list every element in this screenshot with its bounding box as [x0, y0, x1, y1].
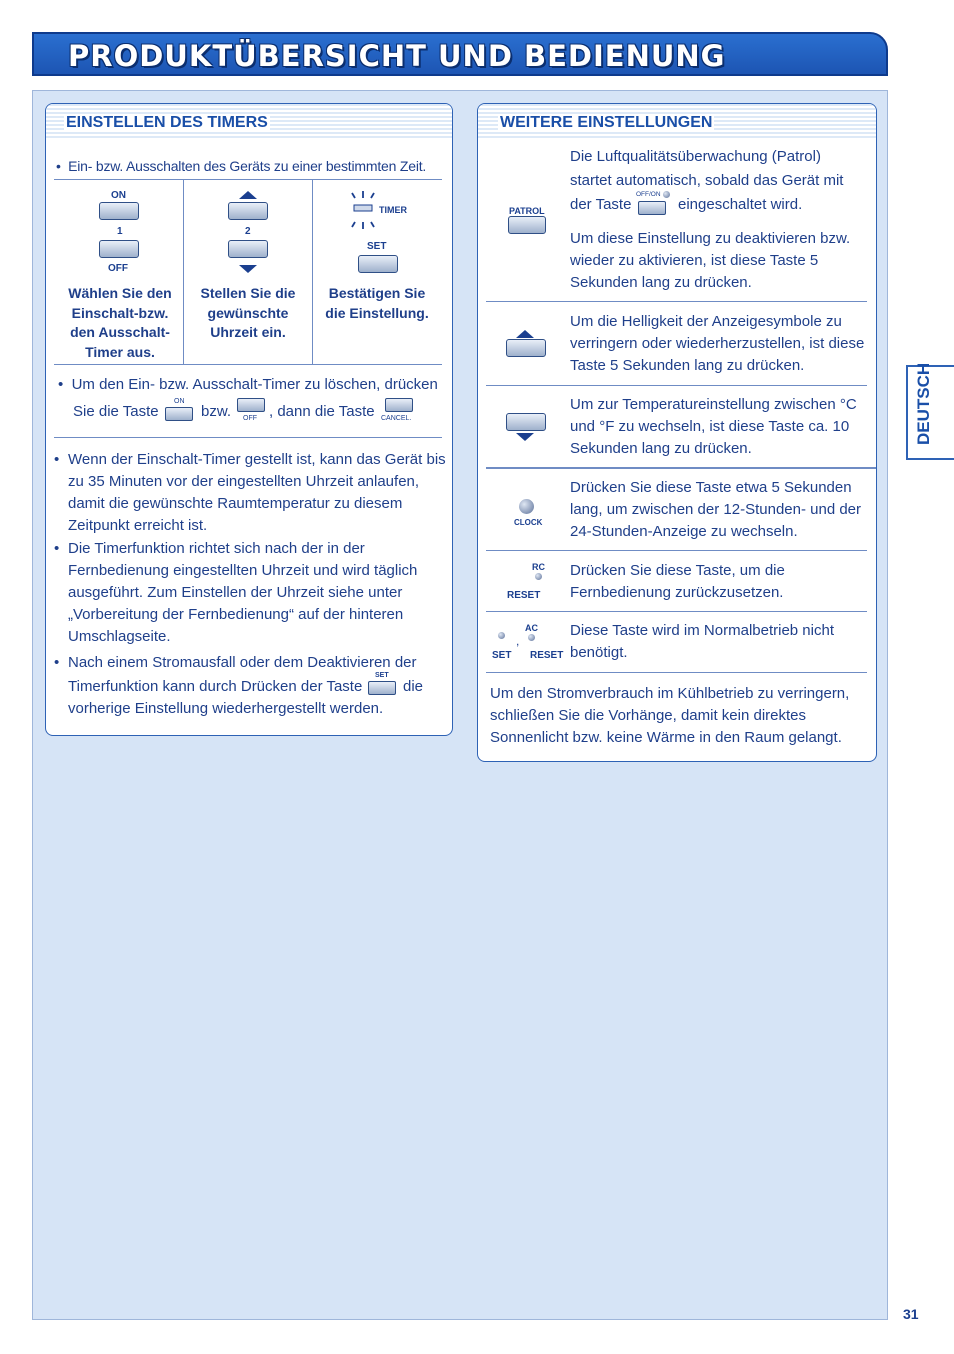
step-3-text: Bestätigen Sie die Einstellung.: [325, 285, 429, 321]
on-label: ON: [111, 190, 126, 201]
bullet: •: [56, 158, 69, 174]
divider: [486, 611, 867, 612]
language-tab-label: DEUTSCH: [914, 362, 933, 445]
not-needed-text: Diese Taste wird im Normalbetrieb nicht benötigt.: [570, 622, 834, 661]
timer-blink-icon: [349, 190, 379, 230]
inline-cancel-button-icon: [385, 398, 413, 412]
brightness-text: Um die Helligkeit der Anzeigesymbole zu verringern oder wiederherzustellen, ist diese Taste 5 Sekunden lang zu drücken.: [570, 313, 865, 374]
cancel-note-text-c: , dann die Taste: [269, 403, 375, 420]
clock-text: Drücken Sie diese Taste etwa 5 Sekunden lang, um zwischen der 12-Stunden- und der 24-Stunden-Anzeige zu wechseln.: [570, 479, 862, 540]
inline-off-label: OFF: [243, 415, 257, 422]
patrol-text-line3b: eingeschaltet wird.: [678, 196, 803, 213]
divider: [486, 550, 867, 551]
timer-intro: • Ein- bzw. Ausschalten des Geräts zu einer bestimmten Zeit.: [56, 158, 427, 174]
timer-note-1: • Wenn der Einschalt-Timer gestellt ist, kann das Gerät bis zu 35 Minuten vor der eingestellten Uhrzeit anlaufen, damit die gewünschte Raumtemperatur zu diesem Zeitpunkt erreicht ist.: [54, 449, 446, 537]
inline-cancel-label: CANCEL.: [381, 415, 412, 422]
timer-note-3-text-a: Timerfunktion kann durch Drücken der Taste: [68, 678, 363, 695]
cancel-note-text-b: bzw.: [201, 403, 232, 420]
timer-note-3-line3: vorherige Einstellung wiederhergestellt werden.: [68, 700, 384, 717]
timer-label: TIMER: [379, 205, 407, 215]
cancel-note-text-a: Sie die Taste: [73, 403, 159, 420]
clock-button[interactable]: [519, 499, 534, 514]
divider: [54, 437, 442, 438]
bullet: •: [54, 451, 60, 468]
patrol-label: PATROL: [509, 206, 545, 216]
ac-reset-button[interactable]: [528, 634, 535, 641]
inline-on-label: ON: [174, 398, 185, 405]
reset-label: RESET: [507, 590, 541, 601]
divider: [312, 179, 313, 364]
set-dot-button[interactable]: [498, 632, 505, 639]
temperature-down-button[interactable]: [506, 413, 546, 431]
arrow-down-icon: [239, 265, 257, 273]
patrol-text-line2: startet automatisch, sobald das Gerät mit: [570, 172, 844, 189]
arrow-down-icon: [516, 433, 534, 441]
divider: [486, 301, 867, 302]
comma-separator: ,: [516, 634, 520, 648]
set-label: SET: [367, 241, 387, 252]
divider: [54, 179, 442, 180]
arrow-up-icon: [516, 330, 534, 338]
inline-set-button-icon: [368, 681, 396, 695]
timer-panel-header: [46, 104, 452, 140]
rc-label: RC: [532, 562, 545, 572]
settings-panel: [477, 103, 877, 762]
step-1-text: Wählen Sie den Einschalt-bzw. den Ausschalt-Timer aus.: [68, 285, 172, 360]
arrow-up-icon: [239, 191, 257, 199]
on-button[interactable]: [99, 202, 139, 220]
set-button[interactable]: [358, 255, 398, 273]
inline-off-button-icon: [237, 398, 265, 412]
settings-panel-header: [478, 104, 876, 140]
step-number-1: 1: [117, 226, 123, 237]
timer-note-3-line1: • Nach einem Stromausfall oder dem Deaktivieren der: [54, 652, 446, 674]
patrol-text-line1: Die Luftqualitätsüberwachung (Patrol): [570, 148, 821, 165]
divider: [54, 364, 442, 365]
timer-note-3-text-b: die: [403, 678, 424, 695]
inline-offon-label: OFF/ON: [636, 191, 661, 198]
energy-saving-note: Um den Stromverbrauch im Kühlbetrieb zu verringern, schließen Sie die Vorhänge, damit kein direktes Sonnenlicht bzw. keine Wärme in den Raum gelangt.: [490, 685, 850, 746]
up-button[interactable]: [228, 202, 268, 220]
inline-set-label: SET: [375, 672, 389, 679]
patrol-text-line3a: der Taste: [570, 196, 632, 213]
reset-text: Drücken Sie diese Taste, um die Fernbedienung zurückzusetzen.: [570, 562, 785, 601]
power-icon: [663, 191, 670, 198]
ac-reset-label: RESET: [530, 650, 564, 661]
step-2-text: Stellen Sie die gewünschte Uhrzeit ein.: [200, 285, 296, 340]
rc-reset-button[interactable]: [535, 573, 542, 580]
inline-on-button-icon: [165, 407, 193, 421]
cancel-note-line1: • Um den Ein- bzw. Ausschalt-Timer zu löschen, drücken: [58, 376, 438, 393]
step-number-2: 2: [245, 226, 251, 237]
down-button[interactable]: [228, 240, 268, 258]
bullet: •: [54, 540, 60, 557]
settings-section-title: WEITERE EINSTELLUNGEN: [500, 114, 713, 131]
bullet: •: [54, 654, 60, 671]
timer-panel: [45, 103, 453, 736]
off-button[interactable]: [99, 240, 139, 258]
divider: [486, 385, 867, 386]
inline-offon-button-icon: [638, 201, 666, 215]
set-dot-label: SET: [492, 650, 512, 661]
page-number: 31: [903, 1306, 919, 1322]
ac-label: AC: [525, 623, 538, 633]
temperature-unit-text: Um zur Temperatureinstellung zwischen °C und °F zu wechseln, ist diese Taste ca. 10 Sekunden lang zu drücken.: [570, 396, 857, 457]
clock-label: CLOCK: [514, 518, 543, 527]
timer-section-title: EINSTELLEN DES TIMERS: [66, 114, 268, 131]
divider: [486, 672, 867, 673]
brightness-up-button[interactable]: [506, 339, 546, 357]
divider: [183, 179, 184, 364]
bullet: •: [58, 376, 72, 393]
divider: [486, 467, 876, 469]
patrol-button[interactable]: [508, 216, 546, 234]
timer-note-2: • Die Timerfunktion richtet sich nach der in der Fernbedienung eingestellten Uhrzeit und wird täglich ausgeführt. Zum Einstellen der Uhrzeit siehe unter „Vorbereitung der Fernbedienung“ auf der hinteren Umschlagseite.: [54, 538, 446, 648]
title-banner: [32, 32, 888, 76]
patrol-text-para2: Um diese Einstellung zu deaktivieren bzw. wieder zu aktivieren, ist diese Taste 5 Sekunden lang zu drücken.: [570, 230, 851, 291]
page-title: PRODUKTÜBERSICHT UND BEDIENUNG: [68, 39, 726, 73]
off-label: OFF: [108, 263, 128, 274]
language-tab: [906, 362, 954, 460]
